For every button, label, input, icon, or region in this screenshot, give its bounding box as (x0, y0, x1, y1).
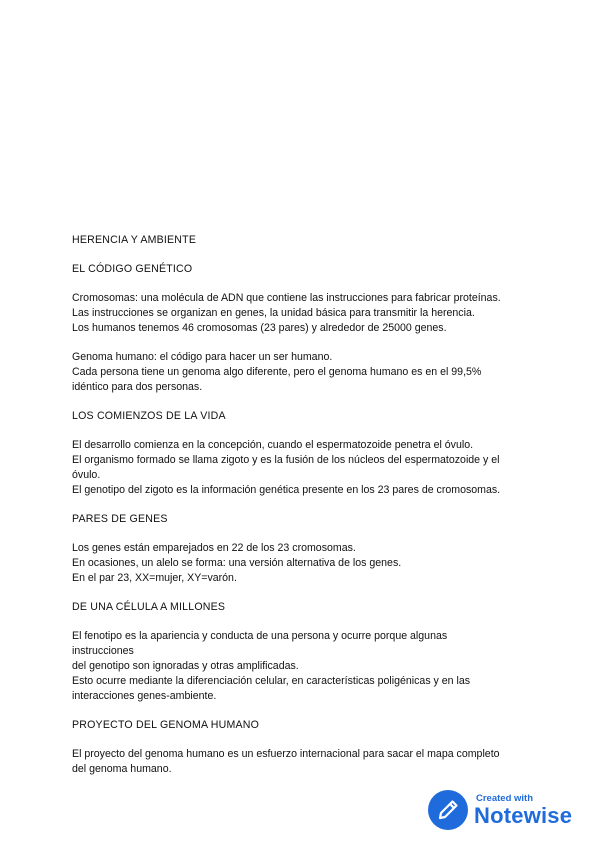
text-line: del genotipo son ignoradas y otras amplificadas. (72, 660, 299, 672)
text-line: El desarrollo comienza en la concepción, cuando el espermatozoide penetra el óvulo. (72, 439, 474, 451)
text-line: Las instrucciones se organizan en genes, la unidad básica para transmitir la herencia. (72, 307, 475, 319)
text-line: El genotipo del zigoto es la información genética presente en los 23 pares de cromosomas. (72, 484, 501, 496)
text-line: interacciones genes-ambiente. (72, 690, 217, 702)
text-line: En el par 23, XX=mujer, XY=varón. (72, 572, 237, 584)
text-line: El proyecto del genoma humano es un esfuerzo internacional para sacar el mapa completo (72, 748, 500, 760)
text-line: El organismo formado se llama zigoto y es la fusión de los núcleos del espermatozoide y el (72, 454, 500, 466)
paragraph (72, 350, 532, 395)
section-heading-proyecto: PROYECTO DEL GENOMA HUMANO (72, 719, 260, 731)
text-line: Cada persona tiene un genoma algo diferente, pero el genoma humano es en el 99,5% (72, 366, 482, 378)
logo-tagline: Created with (476, 792, 534, 804)
pen-icon (428, 790, 468, 830)
notewise-logo (428, 788, 588, 832)
text-line: Los genes están emparejados en 22 de los 23 cromosomas. (72, 542, 356, 554)
text-line: Genoma humano: el código para hacer un ser humano. (72, 351, 333, 363)
paragraph (72, 438, 532, 498)
logo-text (474, 793, 572, 828)
text-line: El fenotipo es la apariencia y conducta de una persona y ocurre porque algunas (72, 630, 448, 642)
paragraph (72, 747, 532, 777)
section-heading-celula: DE UNA CÉLULA A MILLONES (72, 601, 226, 613)
text-line: Los humanos tenemos 46 cromosomas (23 pares) y alrededor de 25000 genes. (72, 322, 447, 334)
section-heading-codigo-genetico: EL CÓDIGO GENÉTICO (72, 263, 193, 275)
text-line: óvulo. (72, 469, 101, 481)
text-line: Esto ocurre mediante la diferenciación celular, en características poligénicas y en las (72, 675, 471, 687)
document-body (72, 233, 532, 791)
text-line: idéntico para dos personas. (72, 381, 203, 393)
section-heading-comienzos: LOS COMIENZOS DE LA VIDA (72, 410, 226, 422)
logo-brand: Notewise (474, 802, 573, 828)
text-line: En ocasiones, un alelo se forma: una versión alternativa de los genes. (72, 557, 402, 569)
text-line: Cromosomas: una molécula de ADN que contiene las instrucciones para fabricar proteínas. (72, 292, 501, 304)
section-heading-pares: PARES DE GENES (72, 513, 168, 525)
paragraph (72, 541, 532, 586)
text-line: del genoma humano. (72, 763, 172, 775)
text-line: instrucciones (72, 645, 134, 657)
paragraph (72, 291, 532, 336)
paragraph (72, 629, 532, 704)
title-heading: HERENCIA Y AMBIENTE (72, 234, 197, 246)
